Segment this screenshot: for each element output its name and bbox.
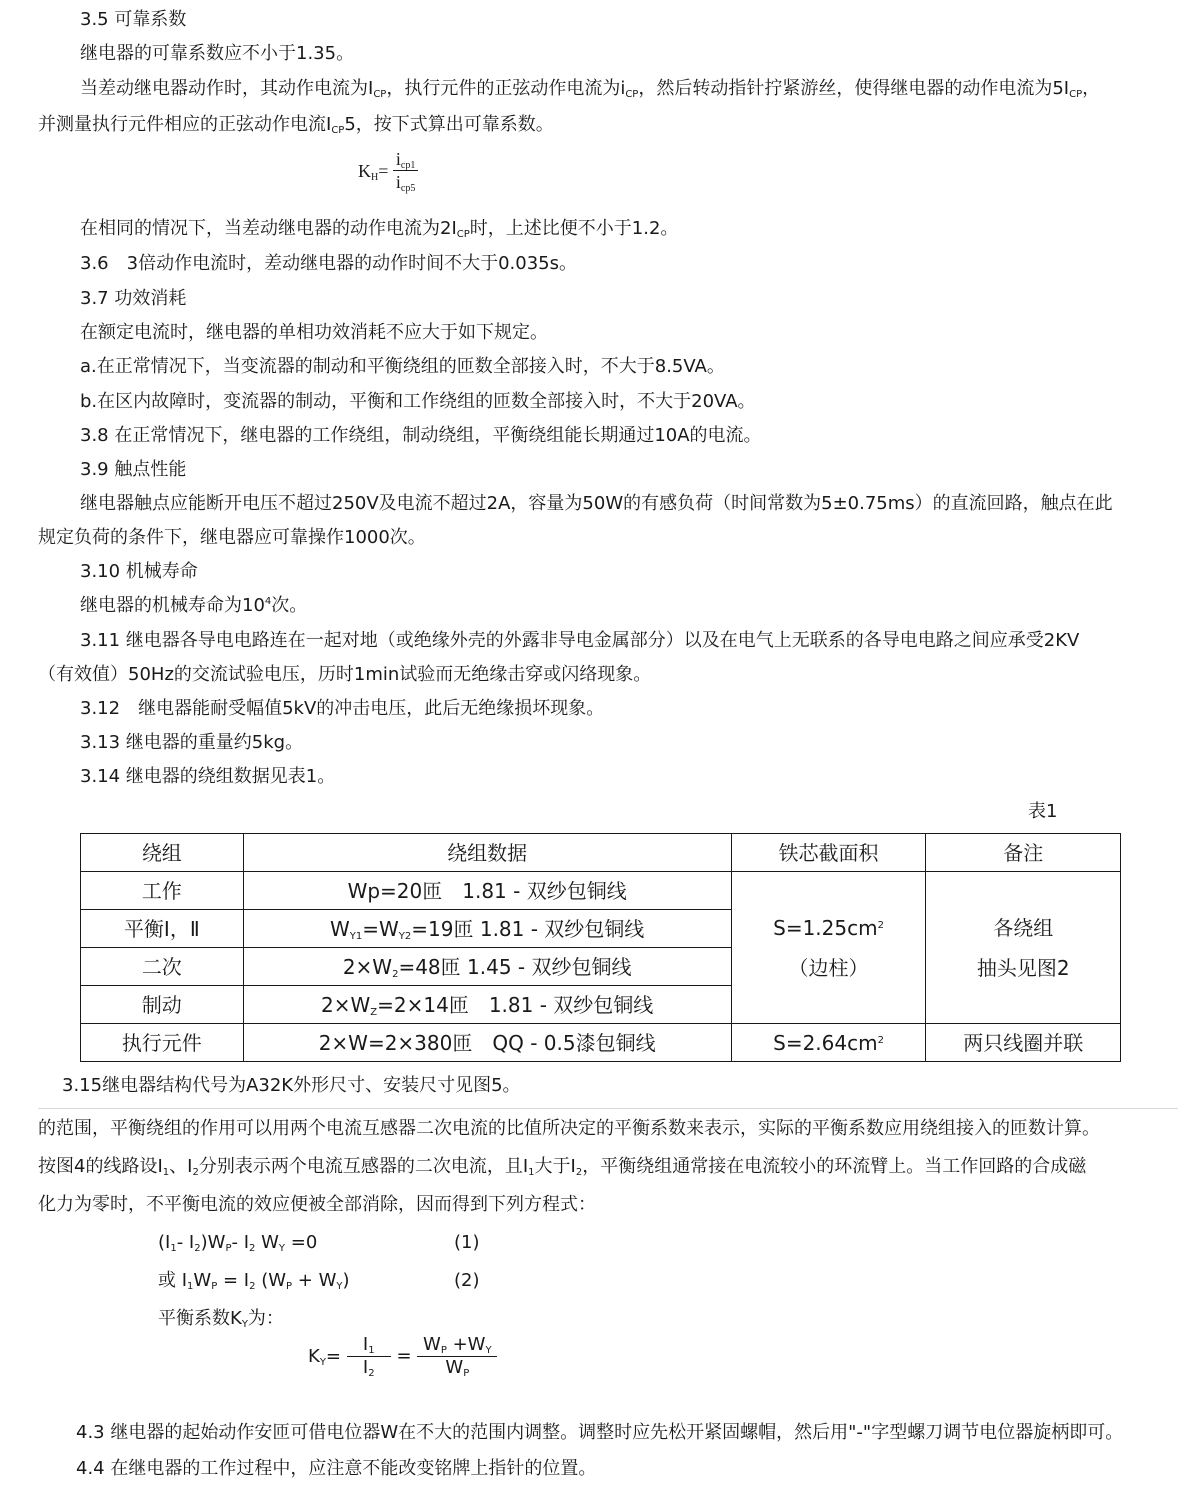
header-winding-data: 绕组数据 <box>243 834 731 872</box>
section-4-4: 4.4 在继电器的工作过程中，应注意不能改变铭牌上指针的位置。 <box>76 1458 597 1479</box>
section-3-7-a: a.在正常情况下，当变流器的制动和平衡绕组的匝数全部接入时，不大于8.5VA。 <box>80 356 725 377</box>
winding-data-table <box>80 833 1121 1062</box>
section-3-5-p4: 在相同的情况下，当差动继电器的动作电流为$2I_{CP}$时，上述比便不小于1.2。 <box>80 218 679 240</box>
balance-coefficient-label: 平衡系数$K_Y$为： <box>158 1308 284 1330</box>
equation-2-number: (2) <box>454 1270 480 1291</box>
table-header-row <box>81 834 1121 872</box>
table-caption: 表1 <box>1028 801 1058 822</box>
section-3-9-p1: 继电器触点应能断开电压不超过250V及电流不超过2A，容量为50W的有感负荷（时间常数为5±0.75ms）的直流回路，触点在此 <box>80 493 1113 514</box>
header-core-area: 铁芯截面积 <box>731 834 926 872</box>
section-4-3: 4.3 继电器的起始动作安匝可借电位器W在不大的范围内调整。调整时应先松开紧固螺帽，然后用"-"字型螺刀调节电位器旋柄即可。 <box>76 1422 1124 1443</box>
current-ratio-fraction: $\frac{I_1}{I_2}$ <box>347 1334 391 1379</box>
cell-data: Wp=20匝 1.81 - 双纱包铜线 <box>243 872 731 910</box>
header-winding: 绕组 <box>81 834 244 872</box>
table-row <box>81 872 1121 910</box>
equation-1: ($I_1-$ $I_2)W_P-$ $I_2$ $W_Y =0$ <box>158 1232 318 1254</box>
balance-formula: $K_Y=$ $\frac{I_1}{I_2}$ = $\frac{W_P +W_Y}{W_P}$ <box>308 1334 497 1379</box>
section-divider <box>38 1108 1178 1109</box>
section-3-11-p1: 3.11 继电器各导电电路连在一起对地（或绝缘外壳的外露非导电金属部分）以及在电气上无联系的各导电电路之间应承受2KV <box>80 630 1080 651</box>
section-3-5-heading: 3.5 可靠系数 <box>80 9 187 30</box>
section-3-9-p2: 规定负荷的条件下，继电器应可靠操作1000次。 <box>38 527 426 548</box>
table-row <box>81 1024 1121 1062</box>
section-4-p3: 化力为零时，不平衡电流的效应便被全部消除，因而得到下列方程式： <box>38 1194 596 1215</box>
cell-data: $2\times W_Z=2\times 14$匝 1.81 - 双纱包铜线 <box>243 986 731 1024</box>
reliability-fraction: $\frac{i_{cp1}}{i_{cp5}}$ <box>393 148 418 193</box>
section-3-5-p1: 继电器的可靠系数应不小于1.35。 <box>80 43 355 64</box>
turns-ratio-fraction: $\frac{W_P +W_Y}{W_P}$ <box>417 1334 497 1379</box>
section-4-p1: 的范围，平衡绕组的作用可以用两个电流互感器二次电流的比值所决定的平衡系数来表示，实际的平衡系数应用绕组接入的匝数计算。 <box>38 1118 1100 1139</box>
section-3-6: 3.6 3倍动作电流时，差动继电器的动作时间不大于0.035s。 <box>80 253 577 274</box>
header-remarks: 备注 <box>926 834 1121 872</box>
section-3-5-p3: 并测量执行元件相应的正弦动作电流$I_{CP}5$，按下式算出可靠系数。 <box>38 114 554 136</box>
section-3-8: 3.8 在正常情况下，继电器的工作绕组，制动绕组，平衡绕组能长期通过10A的电流。 <box>80 425 762 446</box>
section-3-14: 3.14 继电器的绕组数据见表1。 <box>80 766 336 787</box>
section-3-15: 3.15继电器结构代号为A32K外形尺寸、安装尺寸见图5。 <box>62 1075 521 1096</box>
section-4-p2: 按图4的线路设$I_1$、$I_2$分别表示两个电流互感器的二次电流，且$I_1$大于$I_2$，平衡绕组通常接在电流较小的环流臂上。当工作回路的合成磁 <box>38 1156 1087 1178</box>
cell-data: $W_{Y1}=W_{Y2}=19$匝 1.81 - 双纱包铜线 <box>243 910 731 948</box>
section-3-10-heading: 3.10 机械寿命 <box>80 561 198 582</box>
section-3-11-p2: （有效值）50Hz的交流试验电压，历时1min试验而无绝缘击穿或闪络现象。 <box>38 664 652 685</box>
cell-winding: 平衡Ⅰ，Ⅱ <box>81 910 244 948</box>
section-3-7-p1: 在额定电流时，继电器的单相功效消耗不应大于如下规定。 <box>80 322 548 343</box>
cell-data: 2×W=2×380匝 QQ - 0.5漆包铜线 <box>243 1024 731 1062</box>
cell-remarks: 各绕组 抽头见图2 <box>926 872 1121 1024</box>
cell-core-area: $S=1.25cm^2$ （边柱） <box>731 872 926 1024</box>
equation-2: 或 $I_1W_P = I_2$ $(W_P + W_Y)$ <box>158 1270 350 1292</box>
cell-winding: 工作 <box>81 872 244 910</box>
section-3-10-p1: 继电器的机械寿命为$10^4$次。 <box>80 595 308 616</box>
cell-winding: 执行元件 <box>81 1024 244 1062</box>
section-3-5-p2: 当差动继电器动作时，其动作电流为$I_{CP}$，执行元件的正弦动作电流为$i_{CP}$，然后转动指针拧紧游丝，使得继电器的动作电流为$5I_{CP}$， <box>80 78 1101 100</box>
section-3-12: 3.12 继电器能耐受幅值5kV的冲击电压，此后无绝缘损坏现象。 <box>80 698 605 719</box>
cell-core-area: $S=2.64cm^2$ <box>731 1024 926 1062</box>
section-3-13: 3.13 继电器的重量约5kg。 <box>80 732 304 753</box>
section-3-7-b: b.在区内故障时，变流器的制动，平衡和工作绕组的匝数全部接入时，不大于20VA。 <box>80 391 756 412</box>
cell-winding: 二次 <box>81 948 244 986</box>
section-3-7-heading: 3.7 功效消耗 <box>80 288 187 309</box>
cell-remarks: 两只线圈并联 <box>926 1024 1121 1062</box>
section-3-9-heading: 3.9 触点性能 <box>80 459 187 480</box>
cell-data: $2\times W_2=48$匝 1.45 - 双纱包铜线 <box>243 948 731 986</box>
cell-winding: 制动 <box>81 986 244 1024</box>
reliability-formula: $K_H=$ $\frac{i_{cp1}}{i_{cp5}}$ <box>358 148 418 193</box>
equation-1-number: (1) <box>454 1232 480 1253</box>
